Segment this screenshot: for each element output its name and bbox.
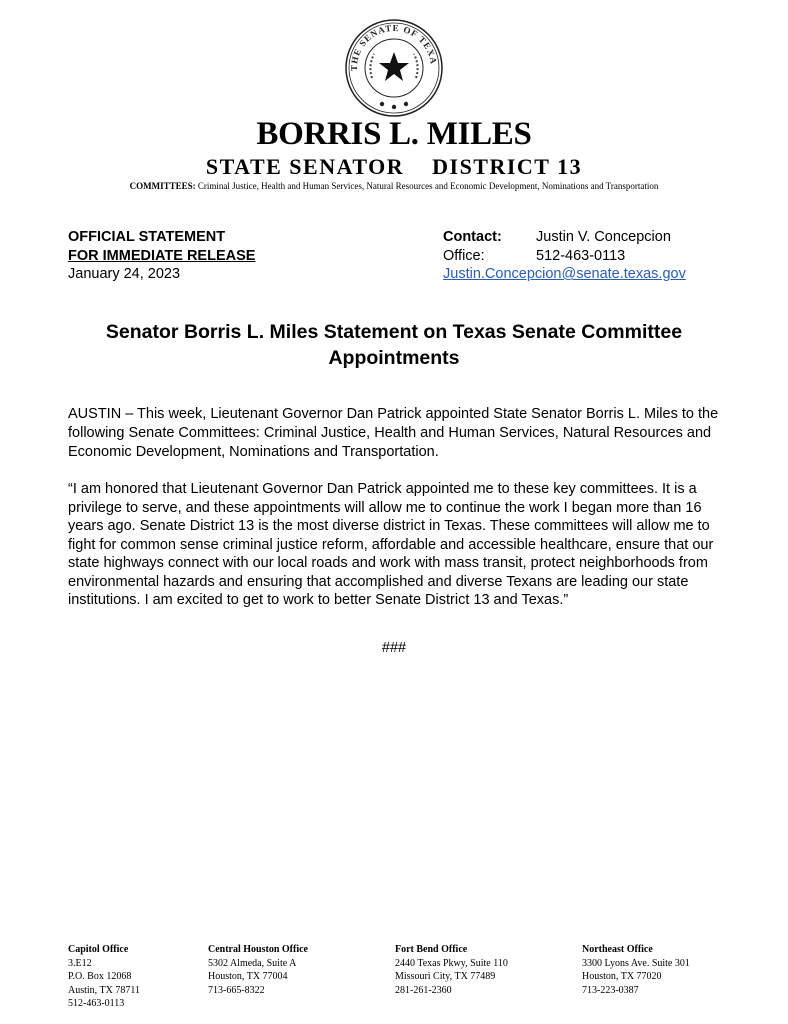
office-line: P.O. Box 12068 bbox=[68, 971, 132, 982]
office-line: 5302 Almeda, Suite A bbox=[208, 957, 297, 969]
office-title: Northeast Office bbox=[582, 944, 653, 955]
office-line: 713-223-0387 bbox=[582, 984, 639, 996]
contact-block bbox=[443, 228, 686, 284]
office-line: Austin, TX 78711 bbox=[68, 984, 140, 996]
contact-email-link[interactable]: Justin.Concepcion@senate.texas.gov bbox=[443, 266, 686, 282]
office-title: Capitol Office bbox=[68, 944, 129, 955]
office-line: 2440 Texas Pkwy, Suite 110 bbox=[395, 957, 508, 969]
office-label: Office: bbox=[443, 247, 485, 264]
office-row bbox=[443, 247, 686, 266]
office-line: 713-665-8322 bbox=[208, 984, 265, 996]
office-title: Central Houston Office bbox=[208, 944, 308, 955]
office-line: Houston, TX 77020 bbox=[582, 971, 662, 982]
office-line: 3300 Lyons Ave. Suite 301 bbox=[582, 957, 690, 969]
email-row bbox=[443, 265, 686, 284]
footer-office-capitol bbox=[68, 943, 140, 1011]
footer-office-northeast bbox=[582, 943, 690, 997]
senator-name: BORRIS L. MILES bbox=[256, 116, 532, 152]
office-line: 281-261-2360 bbox=[395, 984, 452, 996]
committees-label: COMMITTEES: bbox=[129, 181, 196, 191]
office-title: Fort Bend Office bbox=[395, 944, 468, 955]
statement-headline: Senator Borris L. Miles Statement on Texas Senate Committee Appointments bbox=[105, 321, 683, 369]
committees-text: Criminal Justice, Health and Human Services, Natural Resources and Economic Development, Nominations and Transportation bbox=[197, 181, 659, 191]
seal-text: THE SENATE OF TEXA bbox=[348, 22, 439, 72]
contact-row bbox=[443, 228, 686, 247]
end-mark: ### bbox=[381, 640, 407, 656]
body-paragraph-2: “I am honored that Lieutenant Governor Dan Patrick appointed me to these key committees. It is a privilege to serve, and these appointments will allow me to continue the work I began more than 16 years ago. Senate District 13 is the most diverse district in Texas. These committees will allow me to fight for common sense criminal justice reform, affordable and accessible healthcare, ensure that our state highways connect with our local roads and work with mass transit, protect neighborhoods from environmental hazards and ensuring that accomplished and diverse Texans are leading our state institutions. I am excited to get to work to better Senate District 13 and Texas.” bbox=[68, 481, 714, 608]
office-line: Houston, TX 77004 bbox=[208, 971, 288, 982]
senate-seal-icon bbox=[344, 18, 444, 118]
senator-title: STATE SENATOR DISTRICT 13 bbox=[205, 154, 583, 179]
office-line: 512-463-0113 bbox=[68, 998, 125, 1009]
senate-seal-graphic bbox=[344, 18, 444, 118]
footer-office-central-houston bbox=[208, 943, 308, 997]
body-paragraph-1: AUSTIN – This week, Lieutenant Governor Dan Patrick appointed State Senator Borris L. Miles to the following Senate Committees: Criminal Justice, Health and Human Services, Natural Resources and Economic Development, Nominations and Transportation. bbox=[68, 406, 719, 460]
contact-label: Contact: bbox=[443, 229, 502, 245]
official-statement-label: OFFICIAL STATEMENT bbox=[68, 229, 226, 245]
office-line: Missouri City, TX 77489 bbox=[395, 971, 496, 982]
contact-name: Justin V. Concepcion bbox=[536, 229, 671, 245]
committees-line bbox=[0, 181, 788, 191]
office-line: 3.E12 bbox=[68, 957, 92, 969]
immediate-release-label: FOR IMMEDIATE RELEASE bbox=[68, 247, 256, 264]
release-date: January 24, 2023 bbox=[68, 266, 181, 282]
release-block bbox=[68, 228, 255, 284]
footer-office-fort-bend bbox=[395, 943, 508, 997]
office-phone: 512-463-0113 bbox=[536, 247, 626, 264]
